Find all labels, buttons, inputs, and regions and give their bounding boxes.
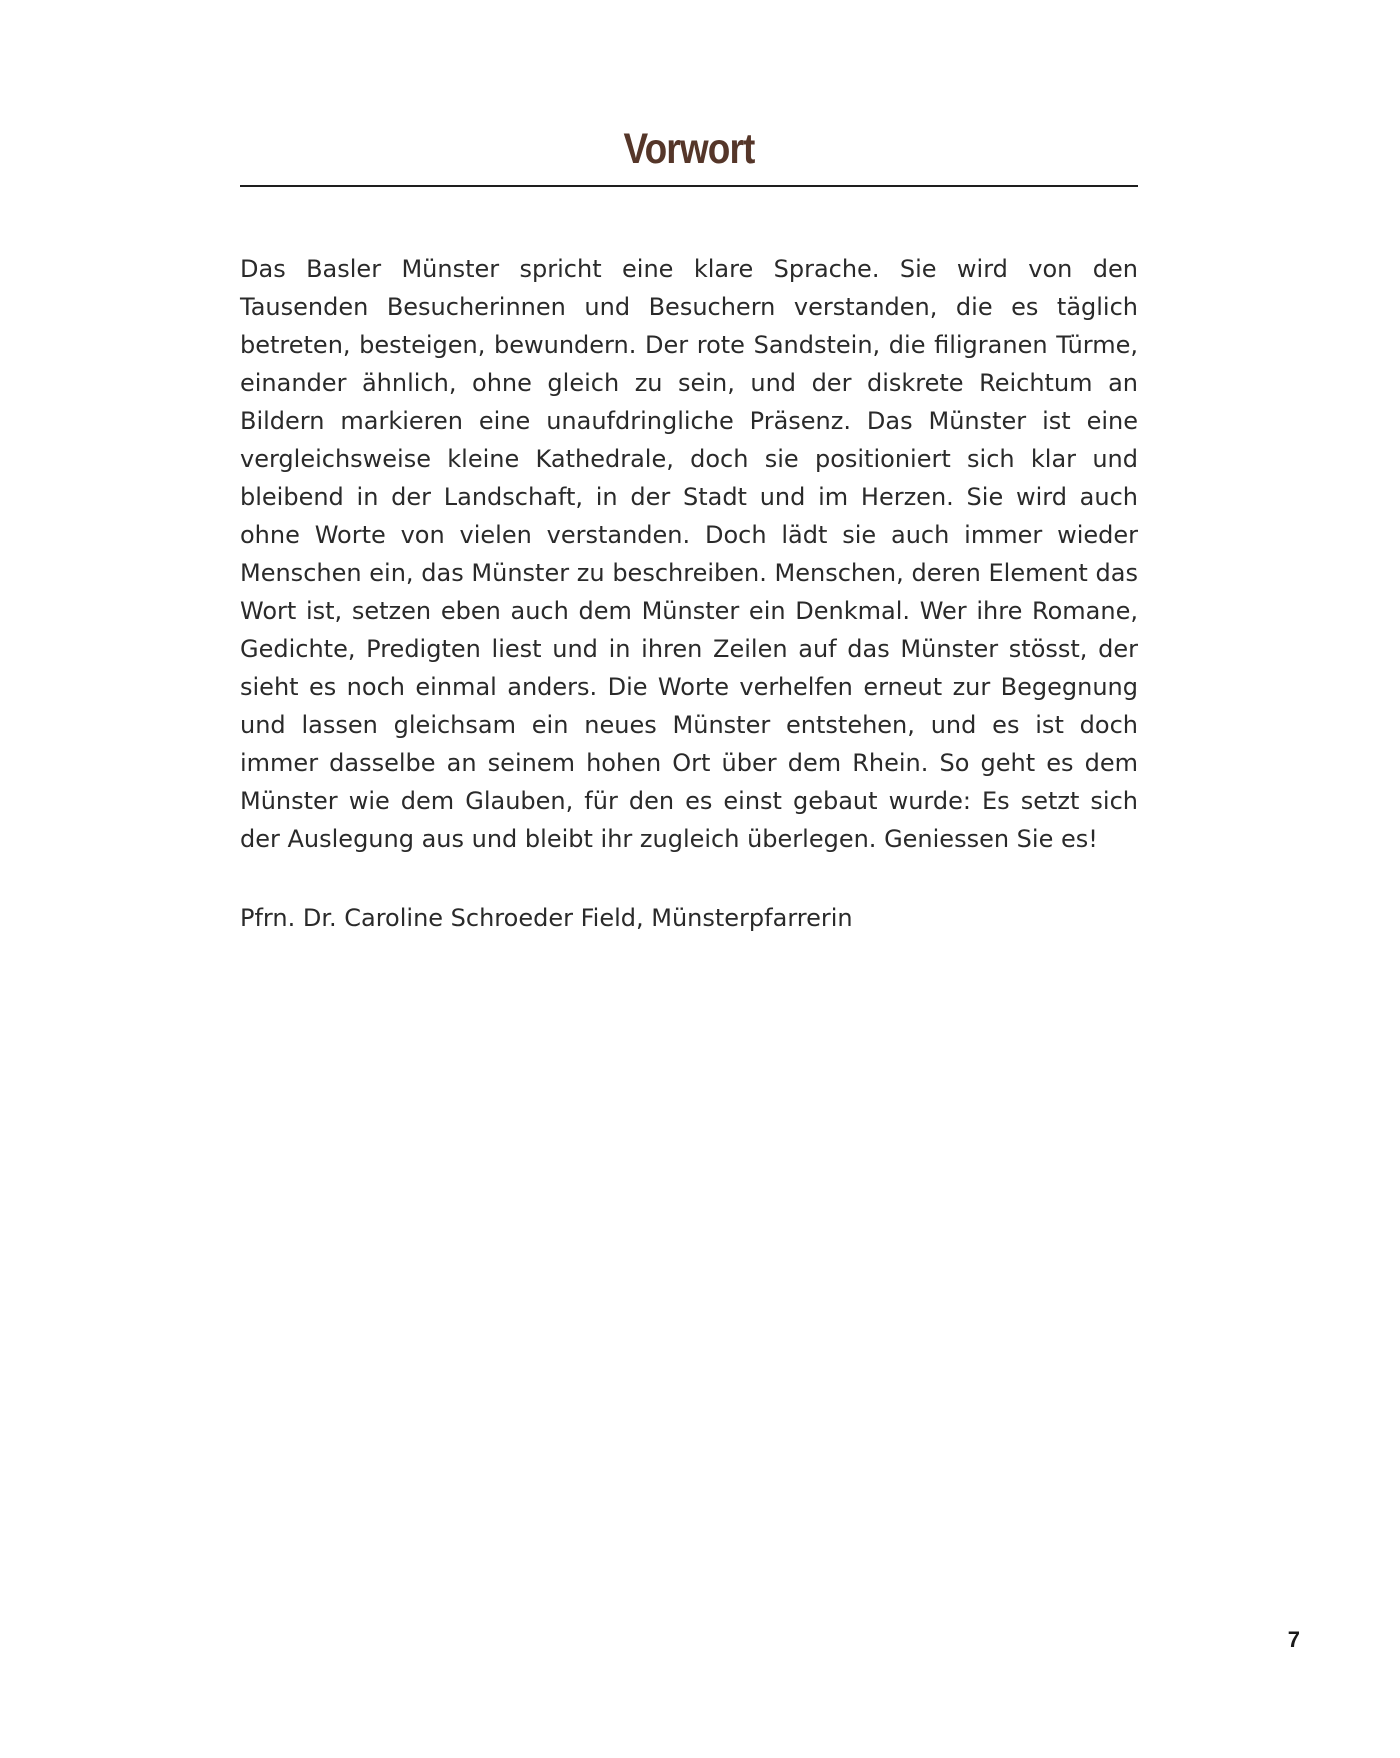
page-title: Vorwort xyxy=(623,125,755,173)
title-divider xyxy=(240,185,1138,187)
author-signature: Pfrn. Dr. Caroline Schroeder Field, Münsterpfarrerin xyxy=(240,904,853,932)
page-number: 7 xyxy=(1287,1627,1300,1652)
foreword-paragraph: Das Basler Münster spricht eine klare Sprache. Sie wird von den Tausenden Besucherinnen und Besuchern verstanden, die es täglich betreten, besteigen, bewundern. Der rote Sandstein, die filigranen Türme, einander ähnlich, ohne gleich zu sein, und der diskrete Reichtum an Bildern markieren eine unaufdringliche Präsenz. Das Münster ist eine vergleichsweise kleine Kathedrale, doch sie positioniert sich klar und bleibend in der Landschaft, in der Stadt und im Herzen. Sie wird auch ohne Worte von vielen verstanden. Doch lädt sie auch immer wieder Menschen ein, das Münster zu beschreiben. Menschen, deren Element das Wort ist, setzen eben auch dem Münster ein Denkmal. Wer ihre Romane, Gedichte, Predigten liest und in ihren Zeilen auf das Münster stösst, der sieht es noch einmal anders. Die Worte verhelfen erneut zur Begegnung und lassen gleichsam ein neues Münster entstehen, und es ist doch immer dasselbe an seinem hohen Ort über dem Rhein. So geht es dem Münster wie dem Glauben, für den es einst gebaut wurde: Es setzt sich der Auslegung aus und bleibt ihr zugleich überlegen. Geniessen Sie es! xyxy=(240,255,1138,853)
